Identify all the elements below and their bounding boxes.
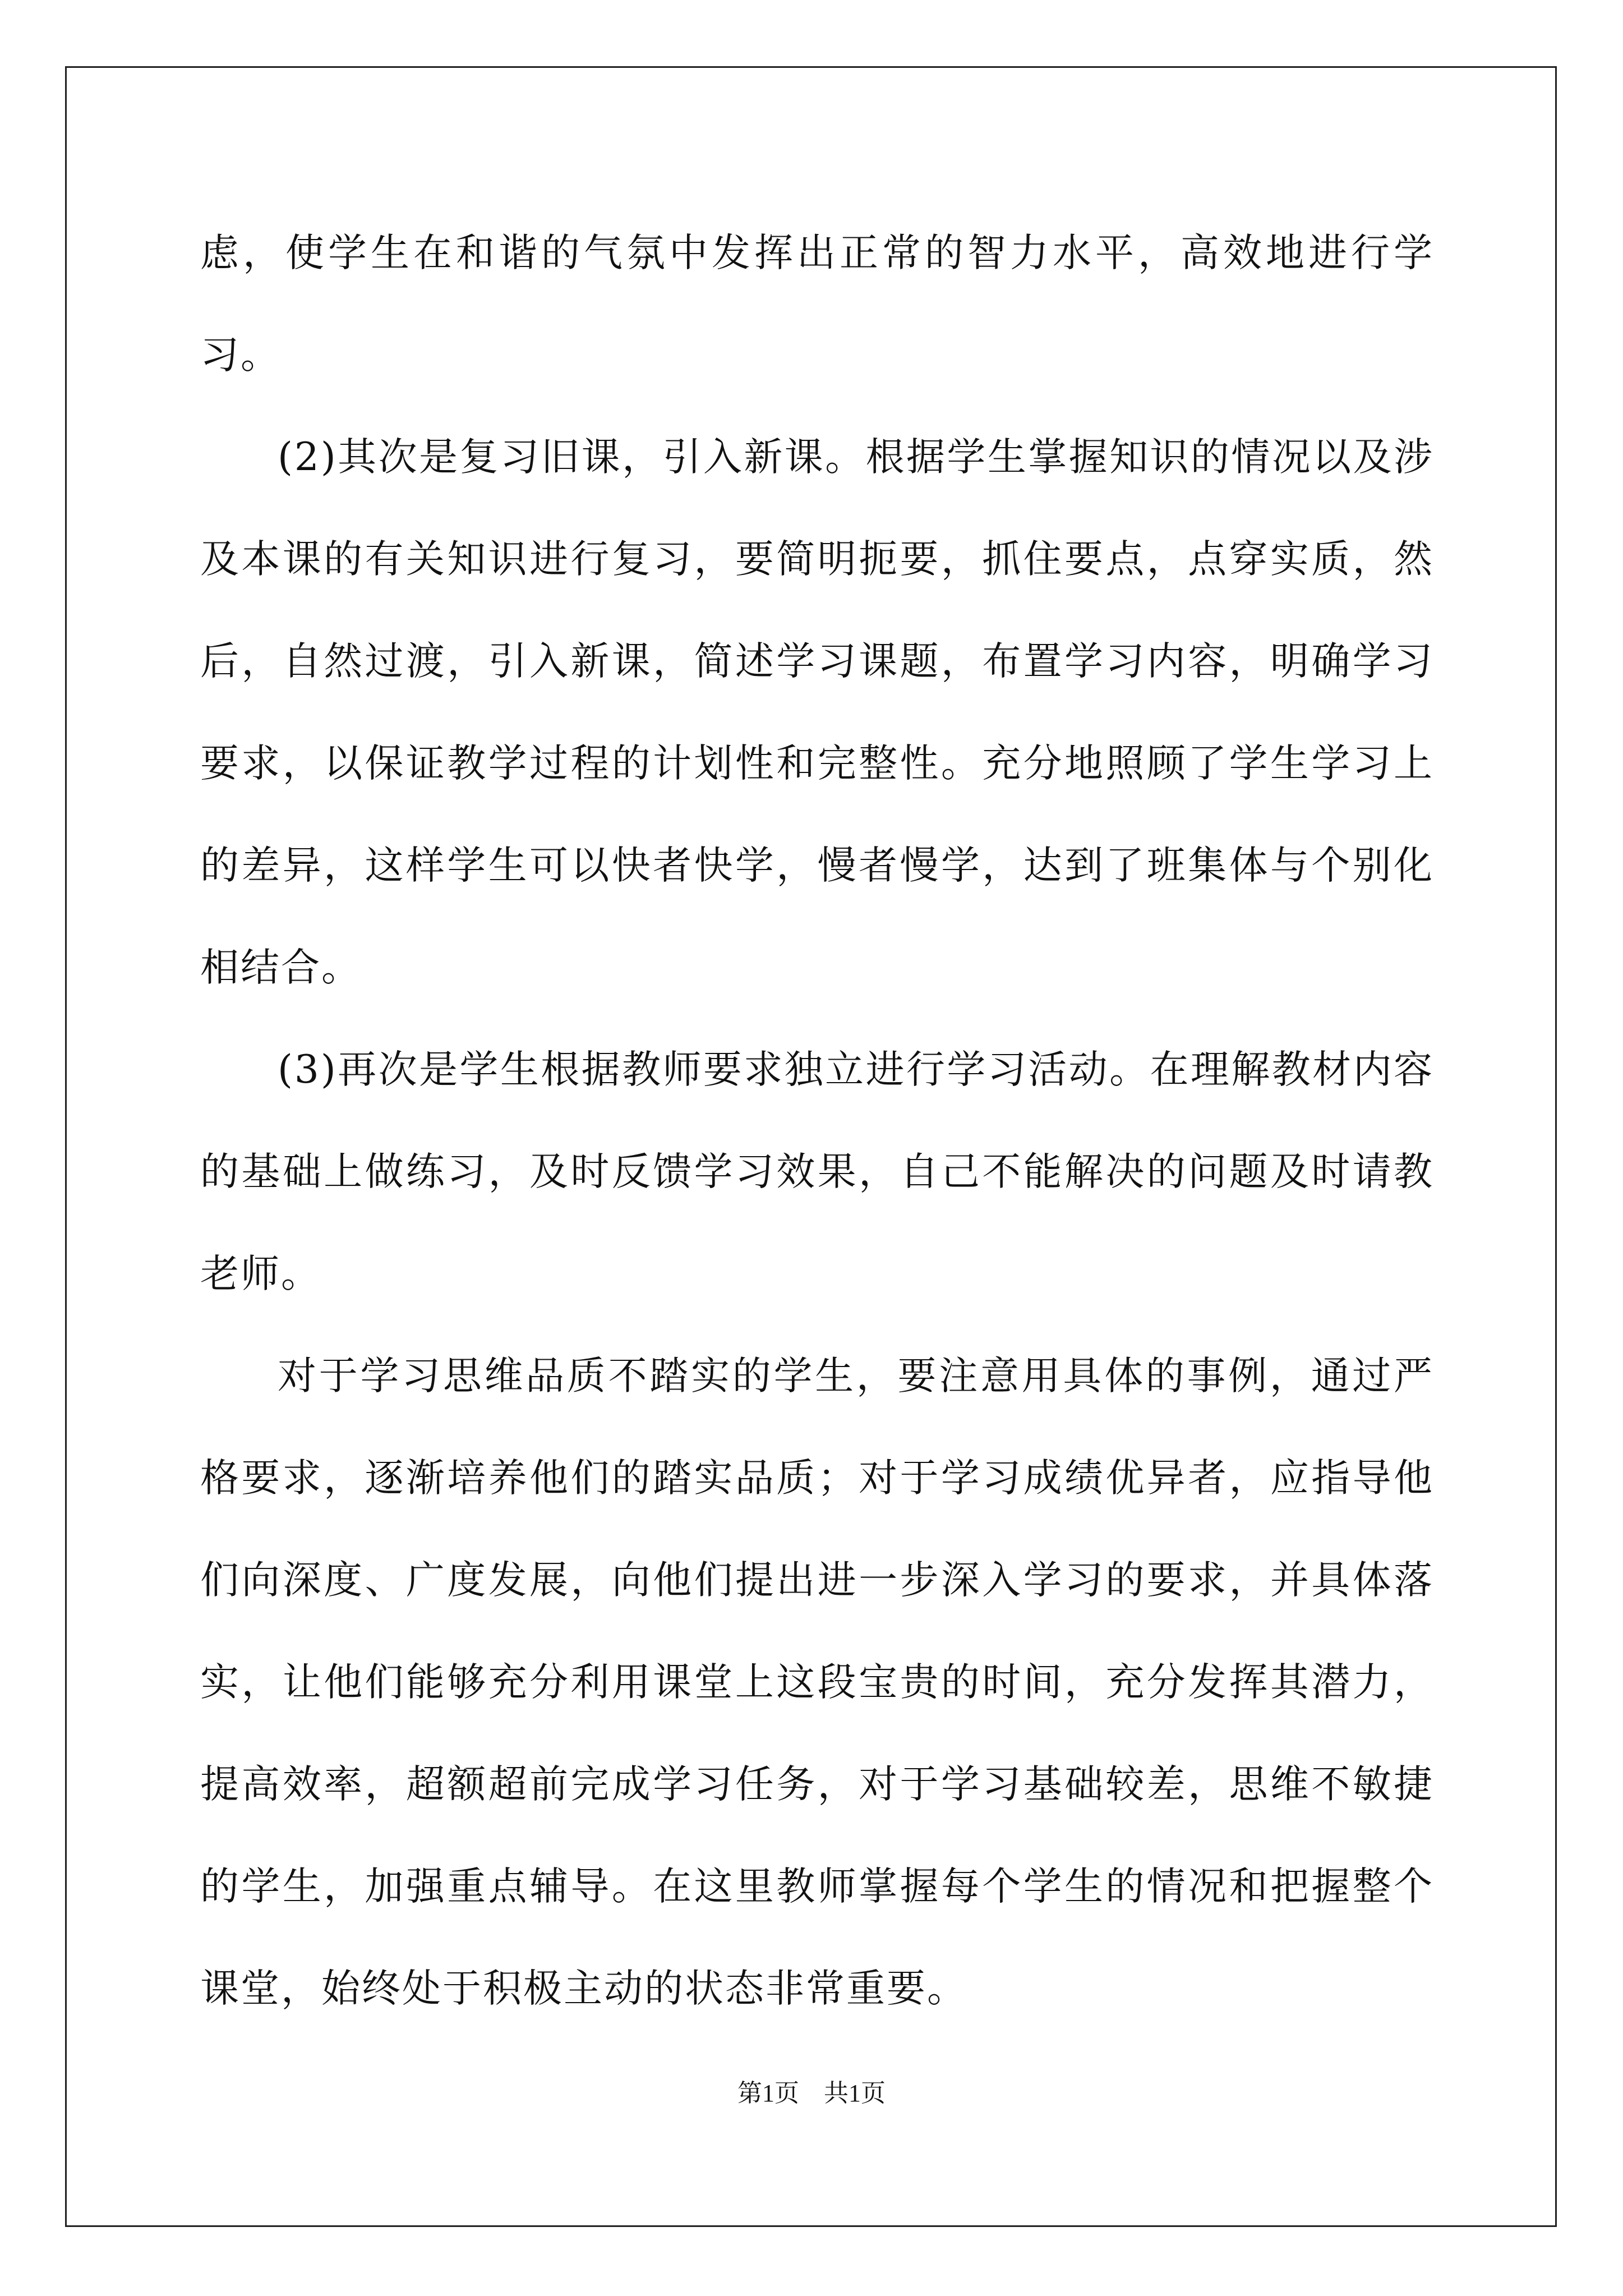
page-number-current: 第1页 — [737, 2079, 799, 2107]
paragraph-continuation: 虑，使学生在和谐的气氛中发挥出正常的智力水平，高效地进行学习。 — [200, 231, 1434, 378]
page-number-total: 共1页 — [824, 2079, 886, 2107]
paragraph-differentiated-guidance: 对于学习思维品质不踏实的学生，要注意用具体的事例，通过严格要求，逐渐培养他们的踏实品质；对于学习成绩优异者，应指导他们向深度、广度发展，向他们提出进一步深入学习的要求，并具体落实，让他们能够充分利用课堂上这段宝贵的时间，充分发挥其潜力，提高效率，超额超前完成学习任务，对于学习基础较差，思维不敏捷的学生，加强重点辅导。在这里教师掌握每个学生的情况和把握整个课堂，始终处于积极主动的状态非常重要。 — [200, 1354, 1434, 2011]
paragraph-step-3: (3)再次是学生根据教师要求独立进行学习活动。在理解教材内容的基础上做练习，及时反馈学习效果，自己不能解决的问题及时请教老师。 — [200, 1047, 1434, 1296]
page-footer — [0, 2077, 1623, 2110]
document-body — [200, 202, 1434, 2040]
paragraph-step-2: (2)其次是复习旧课，引入新课。根据学生掌握知识的情况以及涉及本课的有关知识进行复习，要简明扼要，抓住要点，点穿实质，然后，自然过渡，引入新课，简述学习课题，布置学习内容，明确学习要求，以保证教学过程的计划性和完整性。充分地照顾了学生学习上的差异，这样学生可以快者快学，慢者慢学，达到了班集体与个别化相结合。 — [200, 435, 1434, 990]
